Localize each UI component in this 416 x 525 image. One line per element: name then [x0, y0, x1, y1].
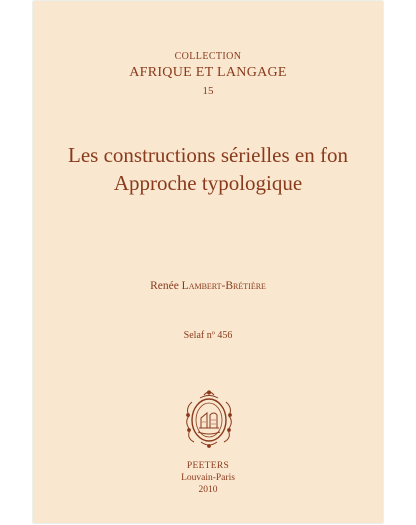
collection-number: 15 [202, 85, 214, 97]
publisher-name: PEETERS [186, 461, 230, 471]
author-last-name: Lambert-Brétière [181, 280, 266, 292]
publication-year: 2010 [198, 485, 218, 495]
collection-label: COLLECTION [174, 51, 242, 62]
collection-name: AFRIQUE ET LANGAGE [129, 65, 287, 80]
author-name [33, 280, 383, 292]
book-cover [33, 1, 383, 523]
publisher-emblem-icon [180, 388, 238, 450]
book-title: Les constructions sérielles en fon [68, 143, 348, 167]
series-note: Selaf nº 456 [183, 330, 233, 341]
book-subtitle: Approche typologique [113, 171, 303, 195]
author-first-name: Renée [150, 280, 179, 292]
publisher-location: Louvain-Paris [181, 473, 235, 483]
